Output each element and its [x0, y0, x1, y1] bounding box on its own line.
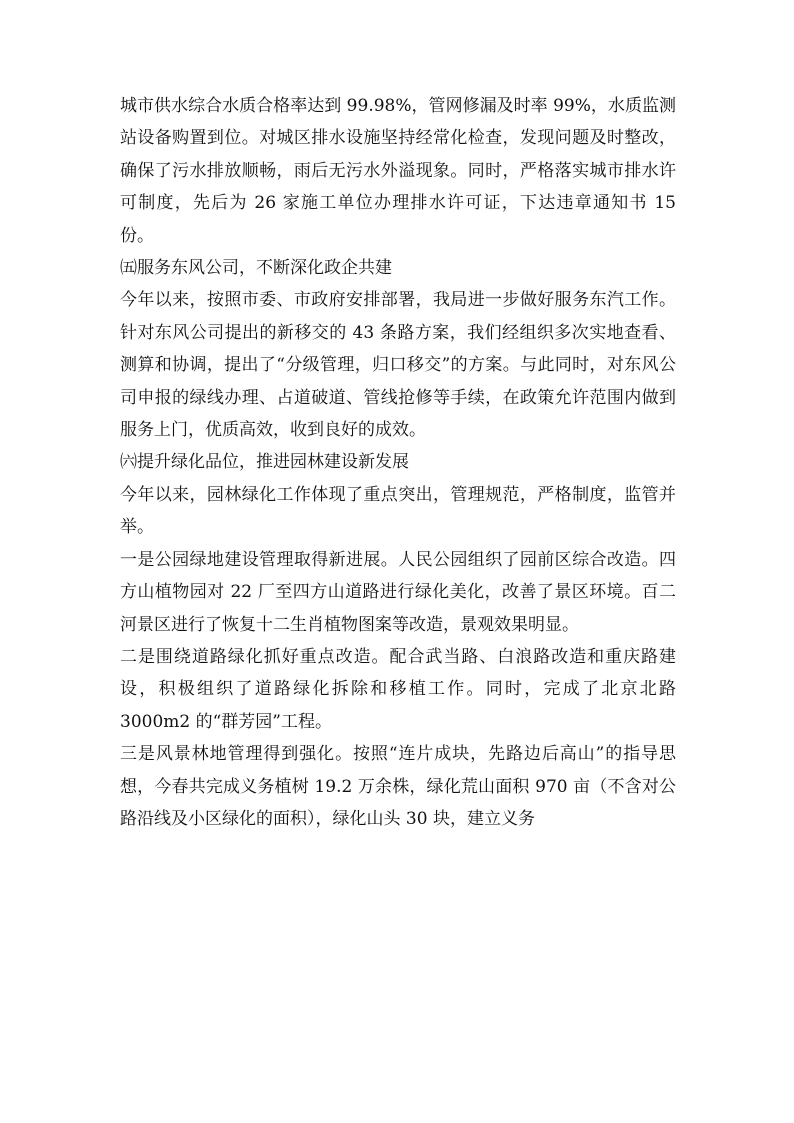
- paragraph-water-supply: 城市供水综合水质合格率达到 99.98%，管网修漏及时率 99%，水质监测站设备购置到位。对城区排水设施坚持经常化检查，发现问题及时整改，确保了污水排放顺畅，雨后无污水外溢现象。同时，严格落实城市排水许可制度，先后为 26 家施工单位办理排水许可证，下达违章通知书 15 份。: [120, 96, 676, 246]
- document-page: [120, 90, 676, 835]
- section-heading-dongfeng: ㈤服务东风公司，不断深化政企共建: [120, 258, 392, 279]
- paragraph-forest-management: 三是风景林地管理得到强化。按照“连片成块，先路边后高山”的指导思想，今春共完成义务植树 19.2 万余株，绿化荒山面积 970 亩（不含对公路沿线及小区绿化的面积），绿化山头 30 块，建立义务: [120, 744, 676, 829]
- paragraph-road-greening: 二是围绕道路绿化抓好重点改造。配合武当路、白浪路改造和重庆路建设，积极组织了道路绿化拆除和移植工作。同时，完成了北京北路 3000m2 的“群芳园”工程。: [120, 646, 676, 732]
- paragraph-park-construction: 一是公园绿地建设管理取得新进展。人民公园组织了园前区综合改造。四方山植物园对 22 厂至四方山道路进行绿化美化，改善了景区环境。百二河景区进行了恢复十二生肖植物图案等改造，景观效果明显。: [120, 549, 676, 635]
- paragraph-greening-intro: 今年以来，园林绿化工作体现了重点突出，管理规范，严格制度，监管并举。: [120, 484, 676, 538]
- section-heading-greening: ㈥提升绿化品位，推进园林建设新发展: [120, 452, 409, 473]
- paragraph-dongfeng-service: 今年以来，按照市委、市政府安排部署，我局进一步做好服务东汽工作。针对东风公司提出的新移交的 43 条路方案，我们经组织多次实地查看、测算和协调，提出了“分级管理，归口移交”的方案。与此同时，对东风公司申报的绿线办理、占道破道、管线抢修等手续，在政策允许范围内做到服务上门，优质高效，收到良好的成效。: [120, 290, 676, 441]
